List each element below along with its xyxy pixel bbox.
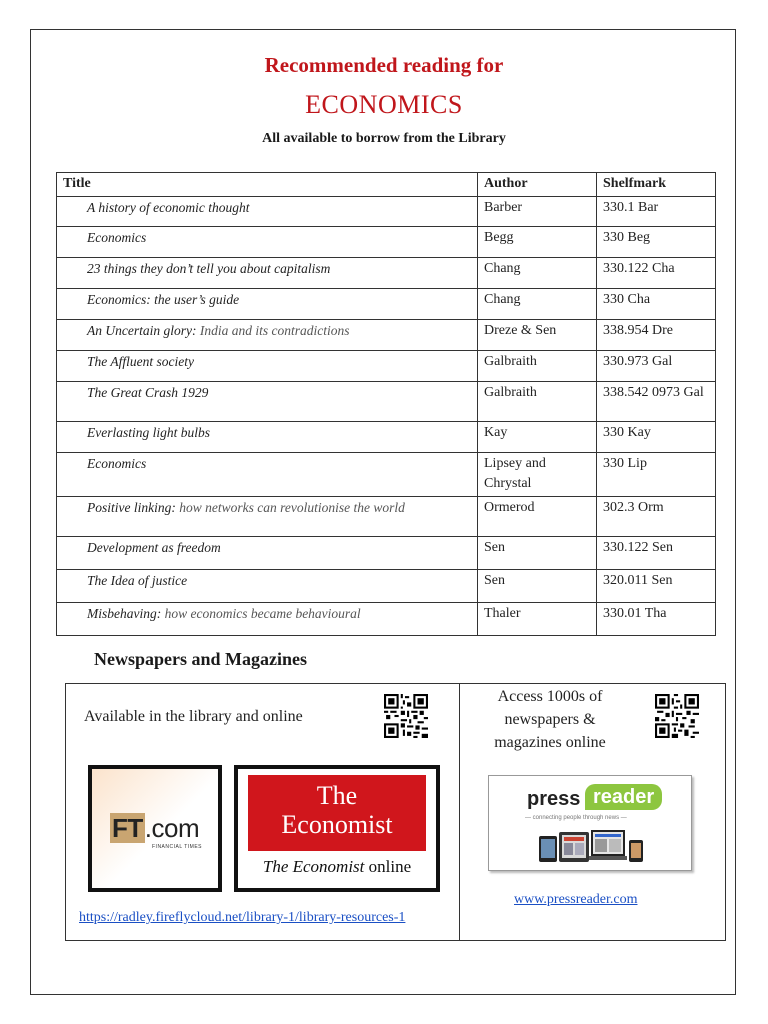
book-author: Dreze & Sen — [478, 320, 597, 351]
economist-online-name: The Economist — [262, 857, 365, 876]
book-title-cell — [57, 570, 478, 603]
book-shelfmark: 330 Cha — [597, 289, 716, 320]
book-title: 23 things they don’t tell you about capitalism — [87, 261, 331, 276]
book-author: Sen — [478, 537, 597, 570]
header-shelfmark: Shelfmark — [597, 173, 716, 197]
table-row — [57, 537, 716, 570]
ft-com-logo[interactable] — [88, 765, 222, 892]
table-row — [57, 258, 716, 289]
book-title-cell — [57, 289, 478, 320]
table-row — [57, 227, 716, 258]
page-title-line1: Recommended reading for — [264, 53, 504, 77]
book-title-cell — [57, 320, 478, 351]
book-subtitle: India and its contradictions — [196, 323, 350, 338]
table-header-row — [57, 173, 716, 197]
book-shelfmark: 330.973 Gal — [597, 351, 716, 382]
book-author: Sen — [478, 570, 597, 603]
book-title: Development as freedom — [87, 540, 221, 555]
page-subtitle: All available to borrow from the Library — [262, 131, 506, 146]
book-title: The Great Crash 1929 — [87, 385, 209, 400]
economist-logo[interactable] — [234, 765, 440, 892]
book-title-cell — [57, 603, 478, 636]
book-author: Ormerod — [478, 497, 597, 537]
book-author: Thaler — [478, 603, 597, 636]
book-title-cell — [57, 382, 478, 422]
book-shelfmark: 338.542 0973 Gal — [597, 382, 716, 422]
book-shelfmark: 330 Kay — [597, 422, 716, 453]
book-author: Begg — [478, 227, 597, 258]
library-resources-link[interactable]: https://radley.fireflycloud.net/library-1/library-resources-1 — [79, 910, 406, 925]
book-author: Kay — [478, 422, 597, 453]
book-title: The Affluent society — [87, 354, 194, 369]
economist-logo-line1: The — [316, 781, 358, 810]
book-title: Economics: the user’s guide — [87, 292, 240, 307]
economist-online-rest: online — [364, 857, 412, 876]
book-title: Positive linking: — [87, 500, 176, 515]
book-title: A history of economic thought — [87, 200, 250, 215]
economist-logo-line2: Economist — [281, 810, 393, 839]
book-title-cell — [57, 497, 478, 537]
table-row — [57, 422, 716, 453]
table-row — [57, 382, 716, 422]
table-row — [57, 197, 716, 227]
pressreader-caption: Access 1000s of newspapers & magazines online — [494, 688, 606, 751]
book-title-cell — [57, 537, 478, 570]
book-author: Chang — [478, 289, 597, 320]
book-title-cell — [57, 227, 478, 258]
news-divider — [459, 683, 460, 941]
table-row — [57, 320, 716, 351]
book-author: Galbraith — [478, 382, 597, 422]
book-shelfmark: 320.011 Sen — [597, 570, 716, 603]
qr-code-icon[interactable] — [384, 694, 428, 738]
book-title: Economics — [87, 456, 147, 471]
book-title: Everlasting light bulbs — [87, 425, 210, 440]
ft-logo-prefix: FT — [112, 813, 143, 843]
book-title: Economics — [87, 230, 147, 245]
book-shelfmark: 330.122 Cha — [597, 258, 716, 289]
book-title-cell — [57, 422, 478, 453]
book-shelfmark: 330.1 Bar — [597, 197, 716, 227]
book-title-cell — [57, 453, 478, 497]
book-subtitle: how networks can revolutionise the world — [175, 500, 405, 515]
book-subtitle: how economics became behavioural — [161, 606, 361, 621]
header-author: Author — [478, 173, 597, 197]
ft-logo-tag: FINANCIAL TIMES — [152, 844, 203, 850]
qr-code-icon[interactable] — [655, 694, 699, 738]
book-shelfmark: 330.01 Tha — [597, 603, 716, 636]
library-online-caption: Available in the library and online — [84, 708, 303, 725]
book-author: Barber — [478, 197, 597, 227]
book-shelfmark: 302.3 Orm — [597, 497, 716, 537]
table-row — [57, 603, 716, 636]
book-title-cell — [57, 351, 478, 382]
devices-icon — [537, 828, 647, 866]
pressreader-link[interactable]: www.pressreader.com — [514, 892, 638, 907]
book-shelfmark: 330.122 Sen — [597, 537, 716, 570]
table-row — [57, 453, 716, 497]
book-title: An Uncertain glory: — [87, 323, 197, 338]
table-row — [57, 570, 716, 603]
pressreader-logo[interactable] — [488, 775, 692, 871]
book-title: Misbehaving: — [87, 606, 162, 621]
header-title: Title — [57, 173, 478, 197]
book-author: Lipsey and Chrystal — [478, 453, 597, 497]
book-author: Galbraith — [478, 351, 597, 382]
economist-online-label — [238, 857, 436, 877]
table-row — [57, 289, 716, 320]
book-title-cell — [57, 258, 478, 289]
book-title: The Idea of justice — [87, 573, 188, 588]
economist-red-block — [248, 775, 426, 851]
book-shelfmark: 330 Beg — [597, 227, 716, 258]
table-row — [57, 497, 716, 537]
table-row — [57, 351, 716, 382]
pressreader-tagline: — connecting people through news — — [525, 815, 627, 821]
pressreader-word1: press — [527, 788, 581, 810]
book-shelfmark: 338.954 Dre — [597, 320, 716, 351]
book-shelfmark: 330 Lip — [597, 453, 716, 497]
book-author: Chang — [478, 258, 597, 289]
reading-list-table — [56, 172, 716, 636]
ft-logo-suffix: .com — [144, 813, 200, 843]
news-heading: Newspapers and Magazines — [94, 649, 308, 669]
page-title-economics: ECONOMICS — [305, 90, 463, 119]
pressreader-word2: reader — [585, 784, 662, 810]
book-title-cell — [57, 197, 478, 227]
